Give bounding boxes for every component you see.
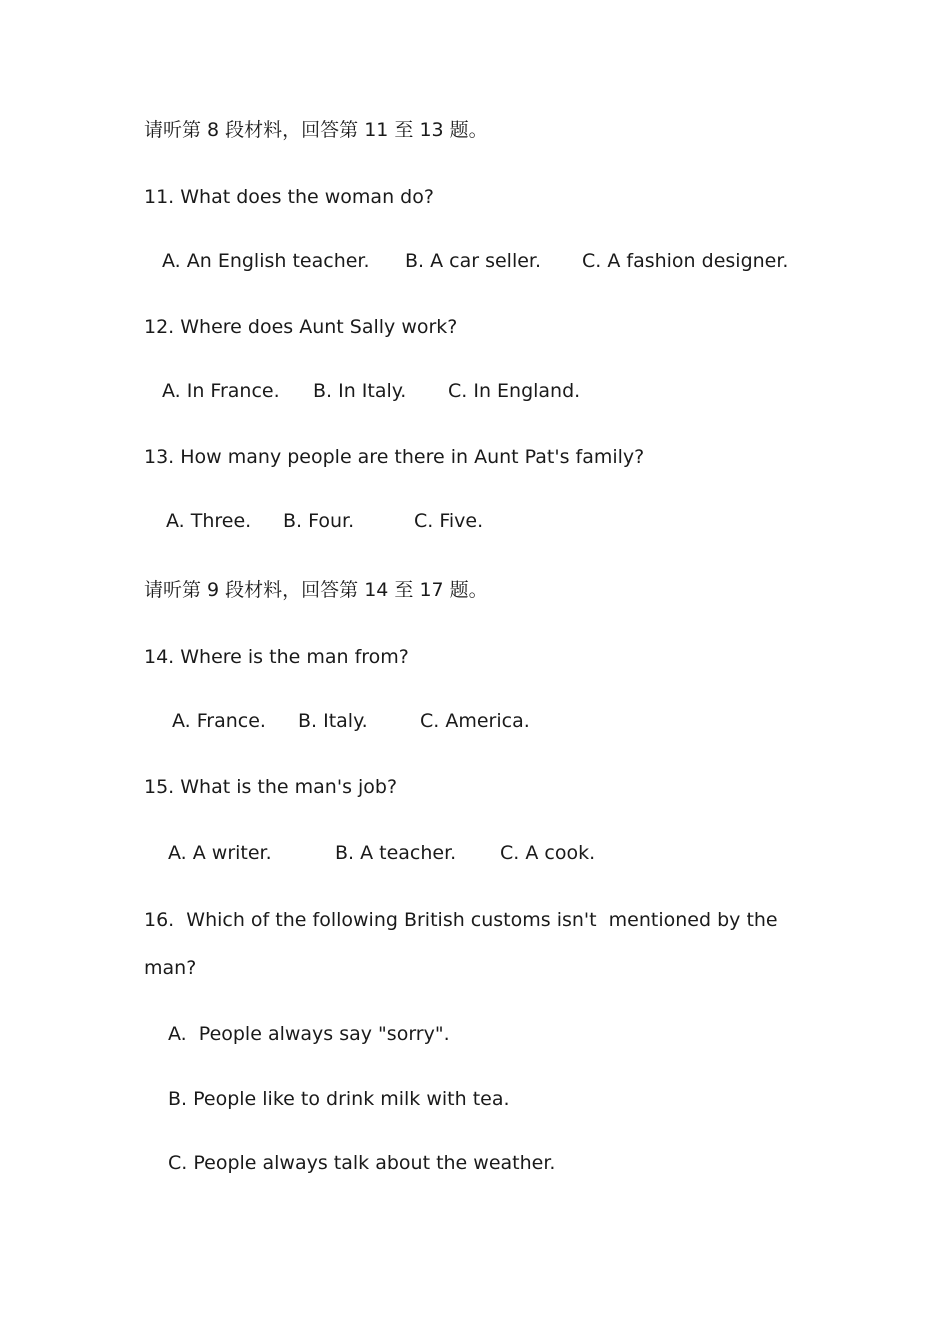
- question-15: 15. What is the man's job?: [144, 776, 398, 798]
- q15-option-c: C. A cook.: [500, 842, 596, 864]
- q14-option-c: C. America.: [420, 710, 530, 732]
- question-11: 11. What does the woman do?: [144, 186, 434, 208]
- q11-option-c: C. A fashion designer.: [582, 250, 789, 272]
- q12-option-a: A. In France.: [162, 380, 280, 402]
- q14-option-a: A. France.: [172, 710, 266, 732]
- q14-option-b: B. Italy.: [298, 710, 368, 732]
- question-16-line-2: man?: [144, 957, 197, 979]
- question-16-line-1: 16. Which of the following British customs isn't mentioned by the: [144, 909, 778, 931]
- q12-option-b: B. In Italy.: [313, 380, 407, 402]
- question-13: 13. How many people are there in Aunt Pat's family?: [144, 446, 645, 468]
- q13-option-b: B. Four.: [283, 510, 355, 532]
- q15-option-a: A. A writer.: [168, 842, 272, 864]
- q13-option-c: C. Five.: [414, 510, 484, 532]
- section-9-heading: 请听第 9 段材料，回答第 14 至 17 题。: [144, 579, 488, 601]
- q15-option-b: B. A teacher.: [335, 842, 457, 864]
- q16-option-c: C. People always talk about the weather.: [168, 1152, 556, 1174]
- question-12: 12. Where does Aunt Sally work?: [144, 316, 458, 338]
- q16-option-a: A. People always say "sorry".: [168, 1023, 450, 1045]
- q13-option-a: A. Three.: [166, 510, 252, 532]
- q11-option-a: A. An English teacher.: [162, 250, 370, 272]
- question-14: 14. Where is the man from?: [144, 646, 409, 668]
- q11-option-b: B. A car seller.: [405, 250, 542, 272]
- q16-option-b: B. People like to drink milk with tea.: [168, 1088, 510, 1110]
- q12-option-c: C. In England.: [448, 380, 581, 402]
- section-8-heading: 请听第 8 段材料，回答第 11 至 13 题。: [144, 119, 488, 141]
